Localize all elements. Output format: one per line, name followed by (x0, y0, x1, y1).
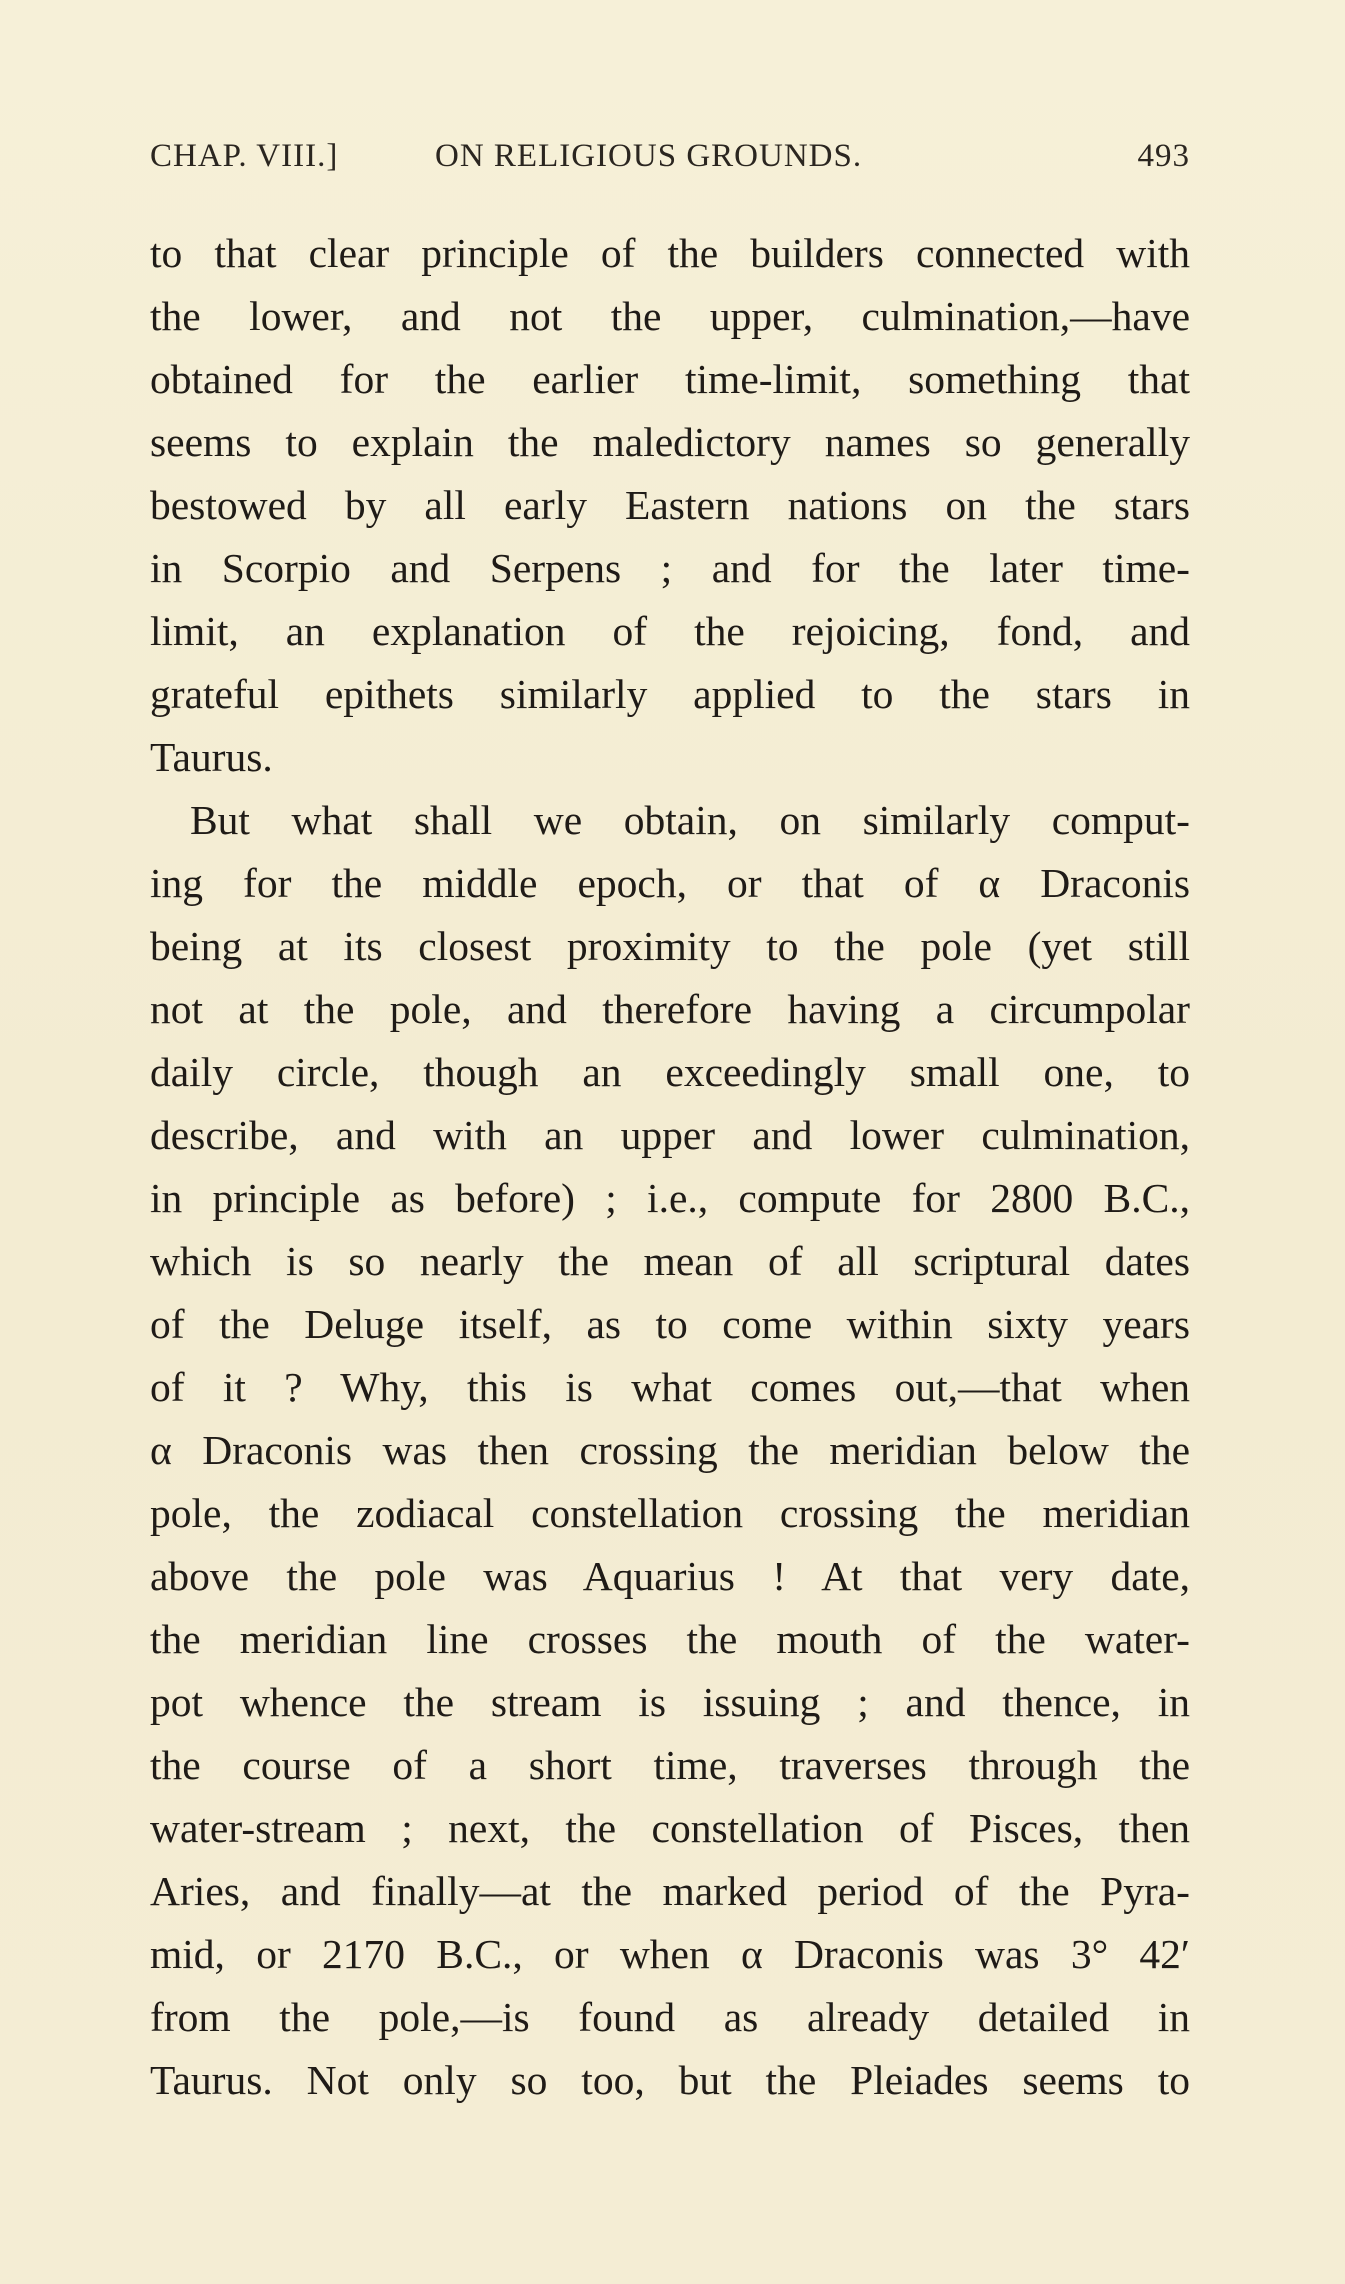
text-line: pole, the zodiacal constellation crossing the meridian (150, 1490, 1190, 1536)
text-line: pot whence the stream is issuing ; and thence, in (150, 1679, 1190, 1725)
text-line: which is so nearly the mean of all scriptural dates (150, 1238, 1190, 1284)
text-line: seems to explain the maledictory names so generally (150, 419, 1190, 465)
text-line: daily circle, though an exceedingly small one, to (150, 1049, 1190, 1095)
paragraph-1 (150, 222, 1190, 789)
chapter-label: CHAP. VIII.] (150, 138, 339, 174)
text-line: water-stream ; next, the constellation of Pisces, then (150, 1805, 1190, 1851)
running-header (150, 138, 1190, 178)
running-title: ON RELIGIOUS GROUNDS. (435, 138, 863, 174)
text-line: But what shall we obtain, on similarly comput- (190, 797, 1190, 843)
text-line: limit, an explanation of the rejoicing, fond, and (150, 608, 1190, 654)
text-line: being at its closest proximity to the pole (yet still (150, 923, 1190, 969)
text-line: in Scorpio and Serpens ; and for the later time- (150, 545, 1190, 591)
text-line: the lower, and not the upper, culmination,—have (150, 293, 1190, 339)
text-line: ing for the middle epoch, or that of α Draconis (150, 860, 1190, 906)
text-line: mid, or 2170 B.C., or when α Draconis was 3° 42′ (150, 1931, 1190, 1977)
text-line: grateful epithets similarly applied to the stars in (150, 671, 1190, 717)
text-line: from the pole,—is found as already detailed in (150, 1994, 1190, 2040)
body-text (150, 222, 1190, 2112)
paragraph-2 (150, 789, 1190, 2112)
text-line: in principle as before) ; i.e., compute for 2800 B.C., (150, 1175, 1190, 1221)
text-line: the meridian line crosses the mouth of the water- (150, 1616, 1190, 1662)
text-line: obtained for the earlier time-limit, something that (150, 356, 1190, 402)
text-line: α Draconis was then crossing the meridian below the (150, 1427, 1190, 1473)
text-line: of it ? Why, this is what comes out,—that when (150, 1364, 1190, 1410)
text-line: the course of a short time, traverses through the (150, 1742, 1190, 1788)
text-line: to that clear principle of the builders connected with (150, 230, 1190, 276)
text-line: Taurus. Not only so too, but the Pleiades seems to (150, 2057, 1190, 2103)
page-number: 493 (1137, 138, 1190, 174)
text-line: above the pole was Aquarius ! At that very date, (150, 1553, 1190, 1599)
text-line: describe, and with an upper and lower culmination, (150, 1112, 1190, 1158)
text-line: bestowed by all early Eastern nations on the stars (150, 482, 1190, 528)
text-line: not at the pole, and therefore having a circumpolar (150, 986, 1190, 1032)
text-line: of the Deluge itself, as to come within sixty years (150, 1301, 1190, 1347)
text-line: Aries, and finally—at the marked period of the Pyra- (150, 1868, 1190, 1914)
text-line: Taurus. (150, 734, 273, 780)
